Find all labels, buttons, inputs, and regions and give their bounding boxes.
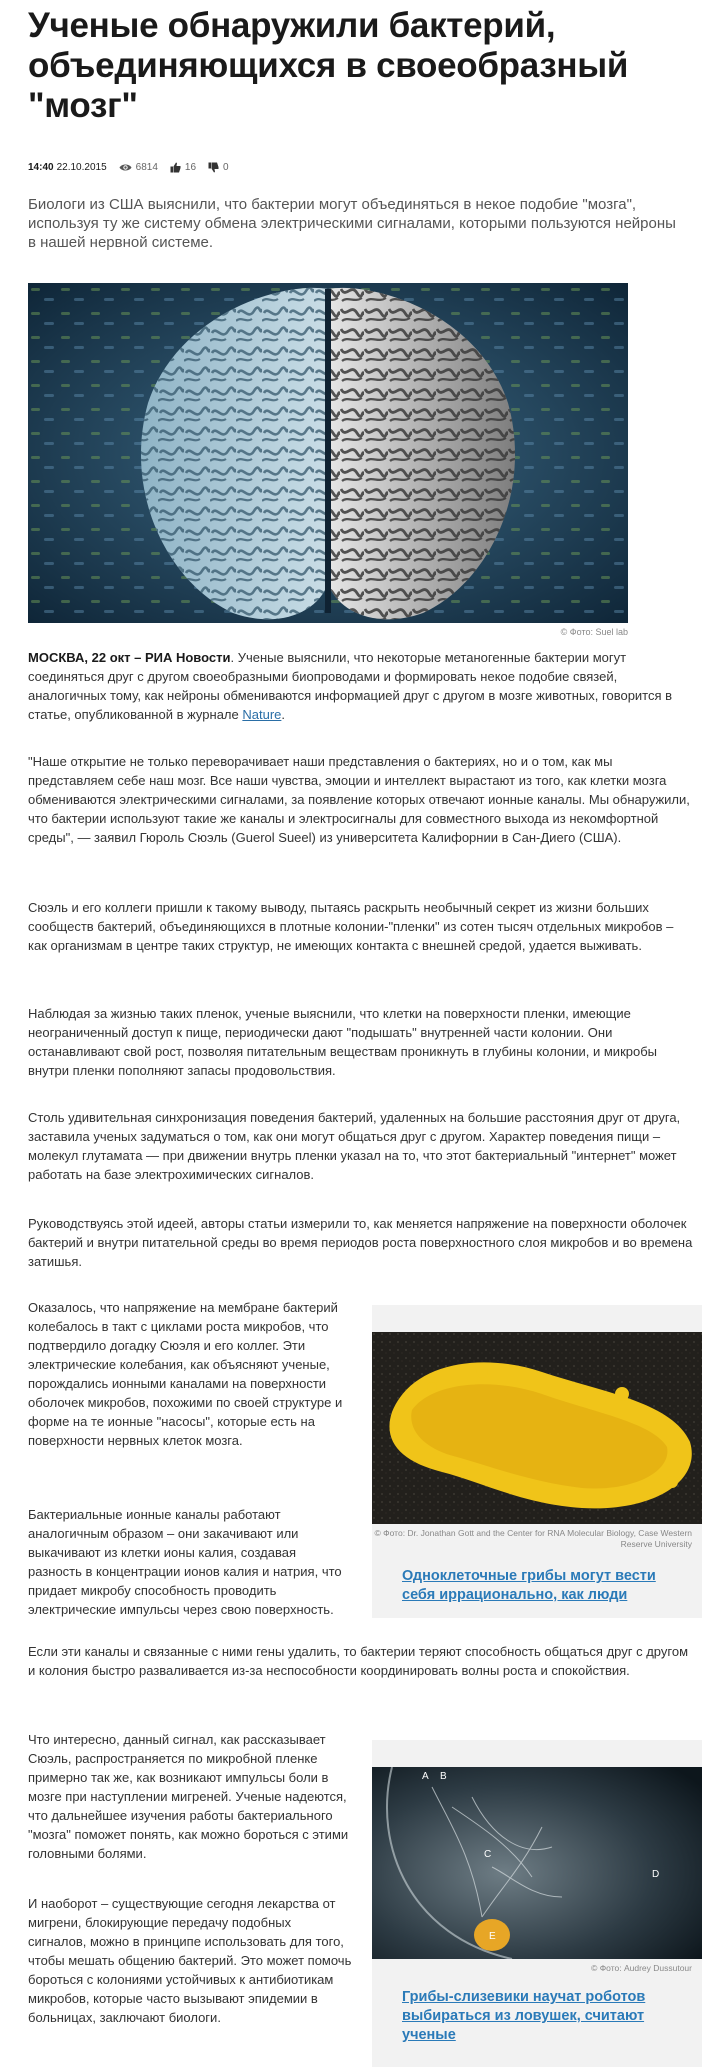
related-article-2 [372,1740,702,2067]
related-photo-credit-2: © Фото: Audrey Dussutour [591,1963,692,1973]
paragraph-4: Наблюдая за жизнью таких пленок, ученые выяснили, что клетки на поверхности пленки, имеющие неограниченный доступ к пище, периодически дают "подышать" внутренней части колонии. Они останавливают свой рост, позволяя питательным веществам проникнуть в глубины колонии, и микробы внутри пленки пополняют запасы продовольствия. [28,1006,658,1078]
paragraph-3: Сюэль и его коллеги пришли к такому выводу, пытаясь раскрыть необычный секрет из жизни больших сообществ бактерий, объединяющихся в плотные колонии-"пленки" из сотен тысяч отдельных микробов – как организмам в центре таких структур, не имеющих контакта с внешней средой, удается выживать. [28,900,674,953]
nature-link[interactable]: Nature [242,707,282,722]
article-lead: Биологи из США выяснили, что бактерии могут объединяться в некое подобие "мозга", используя ту же систему обмена электрическими сигналами, которыми пользуются нейроны в нашей нервной системе. [28,196,676,251]
related-photo-slime-mold[interactable] [372,1332,702,1524]
related-photo-mold-maze[interactable] [372,1767,702,1959]
main-photo-credit: © Фото: Suel lab [560,627,628,637]
paragraph-9: Если эти каналы и связанные с ними гены удалить, то бактерии теряют способность общаться друг с другом и колония быстро разваливается из-за неспособности координировать волны роста и спокойствия. [28,1644,689,1678]
publish-time: 14:40 [28,161,54,173]
thumbs-up-icon [170,162,181,173]
label-c: C [484,1849,492,1860]
dislikes-count: 0 [223,161,229,173]
dateline: МОСКВА, 22 окт – РИА Новости [28,650,231,665]
thumbs-down-icon [208,162,219,173]
paragraph-10: Что интересно, данный сигнал, как рассказывает Сюэль, распространяется по микробной пленке примерно так же, как возникают импульсы боли в мозге при наступлении мигреней. Ученые надеются, что дальнейшее изучения работы бактериального "мозга" поможет понять, как можно бороться с этими головными болями. [28,1732,349,1861]
views-counter [119,162,158,173]
related-link-1[interactable]: Одноклеточные грибы могут вести себя иррационально, как люди [402,1568,656,1603]
publish-date: 22.10.2015 [56,161,107,173]
paragraph-7: Оказалось, что напряжение на мембране бактерий колебалось в такт с циклами роста микробов, что подтвердило догадку Сюэля и его коллег. Эти электрические колебания, как объясняют ученые, порождались ионными каналами на поверхности оболочек микробов, похожими по своей структуре и форме на те ионные "насосы", которые есть на поверхности нервных клеток мозга. [28,1300,343,1448]
paragraph-2: "Наше открытие не только переворачивает наши представления о бактериях, но и о том, как мы представляем себе наш мозг. Все наши чувства, эмоции и интеллект вырастают из того, как клетки мозга обмениваются электрическими сигналами, за появление которых отвечают ионные каналы. Мы обнаружили, что бактерии используют такие же каналы и электросигналы для совместного выхода из некомфортной среды", — заявил Гюроль Сюэль (Guerol Sueel) из университета Калифорнии в Сан-Диего (США). [28,754,690,845]
main-photo-bacteria-brain [28,283,628,623]
paragraph-6: Руководствуясь этой идеей, авторы статьи измерили то, как меняется напряжение на поверхности оболочек бактерий и внутри питательной среды во время периодов роста поверхностного слоя микробов и во времена затишья. [28,1216,693,1269]
related-photo-credit-1: © Фото: Dr. Jonathan Gott and the Center for RNA Molecular Biology, Case Western Reserve University [374,1528,692,1549]
related-article-1 [372,1305,702,1618]
views-count: 6814 [135,161,158,173]
label-a: A [422,1771,429,1782]
paragraph-1 [28,648,693,724]
label-d: D [652,1869,660,1880]
likes-count: 16 [184,161,197,173]
paragraph-5: Столь удивительная синхронизация поведения бактерий, удаленных на большие расстояния друг от друга, заставила ученых задуматься о том, как они могут общаться друг с другом. Характер поведения пищи – молекул глутамата — при движении внутрь пленки указал на то, что этот бактериальный "интернет" может работать на базе электрохимических сигналов. [28,1110,681,1182]
like-button[interactable] [170,162,196,173]
paragraph-11: И наоборот – существующие сегодня лекарства от мигрени, блокирующие передачу подобных сигналов, можно в принципе использовать для того, чтобы мешать общению бактерий. Это может помочь бороться с колониями устойчивых к антибиотикам микробов, которые часто вызывают эпидемии в больницах, заключают биологи. [28,1896,352,2025]
dislike-button[interactable] [208,162,229,173]
eye-icon [119,163,132,172]
article-meta [28,160,229,174]
paragraph-1-text: . Ученые выяснили, что некоторые метаногенные бактерии могут соединяться друг с другом своеобразными биопроводами и формировать некое подобие связей, аналогичных тому, как нейроны обмениваются информацией друг с другом в мозге животных, говорится в статье, опубликованной в журнале [28,650,673,722]
label-e: E [489,1931,496,1942]
related-link-2[interactable]: Грибы-слизевики научат роботов выбираться из ловушек, считают ученые [402,1989,646,2043]
article-title: Ученые обнаружили бактерий, объединяющихся в своеобразный "мозг" [28,6,629,125]
paragraph-8: Бактериальные ионные каналы работают аналогичным образом – они закачивают или выкачивают из клетки ионы калия, создавая разность в концентрации ионов калия и натрия, что придает микробу способность проводить электрические импульсы через свою поверхность. [28,1507,342,1617]
paragraph-1-end: . [281,707,286,722]
label-b: B [440,1771,447,1782]
